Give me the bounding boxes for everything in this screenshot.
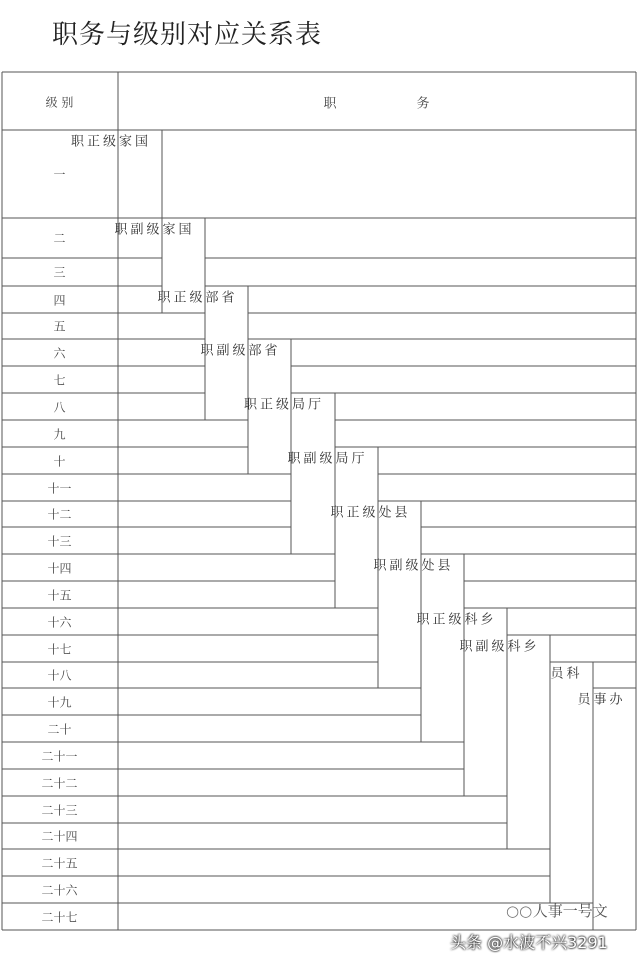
level-label: 十 — [53, 454, 66, 468]
position-label: 厅局级副职 — [284, 451, 364, 464]
level-label: 十三 — [47, 534, 72, 548]
position-label: 厅局级正职 — [241, 397, 320, 410]
level-label: 十九 — [47, 695, 72, 709]
level-label: 二十二 — [41, 776, 78, 790]
position-label: 乡科级副职 — [456, 639, 536, 652]
position-label: 乡科级正职 — [413, 612, 493, 625]
header-position-label-1: 职 — [323, 96, 337, 112]
level-label: 二十六 — [41, 883, 78, 897]
level-label: 二十 — [47, 722, 72, 736]
level-label: 二十四 — [41, 829, 78, 844]
level-label: 四 — [53, 293, 66, 307]
level-label: 二十五 — [41, 856, 78, 870]
position-label: 科员 — [547, 666, 579, 679]
level-label: 十七 — [47, 642, 72, 656]
footer-credit: 头条 @水波不兴3291 — [450, 933, 608, 952]
wechat-icon: ○○ — [506, 902, 533, 920]
level-label: 二十七 — [41, 910, 78, 924]
position-label: 县处级副职 — [370, 558, 450, 571]
header-position-label-2: 务 — [416, 96, 430, 112]
position-label: 国家级正职 — [68, 134, 147, 147]
level-label: 五 — [53, 319, 66, 334]
level-label: 十八 — [47, 668, 72, 683]
page-title: 职务与级别对应关系表 — [52, 20, 323, 50]
watermark — [506, 900, 608, 921]
level-label: 十四 — [47, 561, 72, 575]
level-label: 十二 — [47, 507, 72, 522]
level-label: 二十一 — [41, 749, 78, 763]
level-label: 二十三 — [41, 803, 78, 817]
level-label: 十一 — [47, 481, 72, 495]
position-label: 办事员 — [574, 692, 622, 705]
level-label: 二 — [53, 231, 66, 246]
level-label: 八 — [53, 400, 66, 414]
level-label: 三 — [53, 265, 66, 280]
level-label: 一 — [53, 167, 66, 182]
level-label: 六 — [53, 346, 66, 360]
position-label: 县处级正职 — [327, 505, 407, 518]
level-label: 十六 — [47, 615, 72, 629]
position-label: 国家级副职 — [111, 222, 191, 235]
position-label: 省部级正职 — [154, 290, 234, 303]
level-label: 七 — [53, 373, 66, 387]
level-label: 十五 — [47, 588, 72, 602]
level-label: 九 — [53, 427, 66, 441]
position-label: 省部级副职 — [197, 343, 277, 356]
header-level-label: 级 别 — [45, 95, 74, 110]
watermark-text: 人事一号文 — [532, 902, 608, 920]
